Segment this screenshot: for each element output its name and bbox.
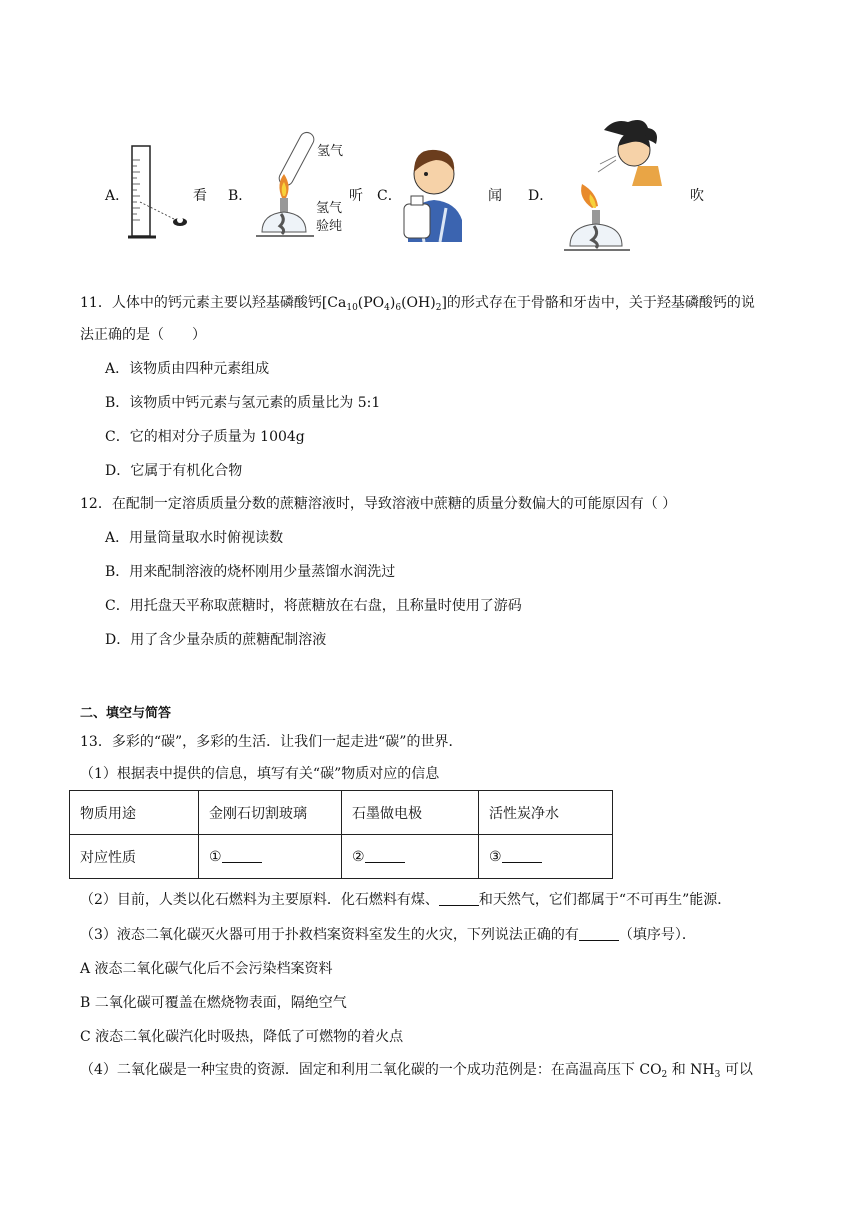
q11-stem-line1: 11．人体中的钙元素主要以羟基磷酸钙$[Ca_{10}(PO_4)_6(OH)_2]$的形式存在于骨骼和牙齿中，关于羟基磷酸钙的说	[80, 295, 755, 313]
q12-option-b: B．用来配制溶液的烧杯刚用少量蒸馏水润洗过	[105, 564, 396, 580]
q11-option-a: A．该物质由四种元素组成	[105, 361, 270, 377]
q11-option-b: B．该物质中钙元素与氢元素的质量比为 5:1	[105, 395, 381, 411]
q13-part1: （1）根据表中提供的信息，填写有关“碳”物质对应的信息	[80, 766, 440, 782]
q13-choice-c: C 液态二氧化碳汽化时吸热，降低了可燃物的着火点	[80, 1029, 404, 1045]
section-heading: 二、填空与简答	[80, 706, 172, 721]
option-b-caption: 听	[349, 188, 363, 204]
q11-option-c: C．它的相对分子质量为 1004g	[105, 429, 305, 445]
option-c-caption: 闻	[488, 188, 502, 204]
hydrogen-label-bottom-1: 氢气	[316, 201, 343, 216]
answer-blank[interactable]	[579, 926, 619, 941]
option-a-caption: 看	[193, 188, 207, 204]
q13-part4: （4）二氧化碳是一种宝贵的资源．固定和利用二氧化碳的一个成功范例是：在高温高压下 $CO_2$ 和 $NH_3$ 可以	[80, 1062, 753, 1080]
table-cell: 活性炭净水	[479, 791, 613, 835]
hydrogen-label-top: 氢气	[317, 144, 344, 159]
option-b-letter: B．	[228, 188, 253, 204]
table-cell: 物质用途	[70, 791, 199, 835]
table-cell: 石墨做电极	[342, 791, 479, 835]
q13-stem: 13．多彩的“碳”，多彩的生活．让我们一起走进“碳”的世界．	[80, 734, 463, 750]
q12-option-c: C．用托盘天平称取蔗糖时，将蔗糖放在右盘，且称量时使用了游码	[105, 598, 522, 614]
option-a-letter: A．	[105, 188, 130, 204]
q11-stem-line2: 法正确的是（ ）	[80, 327, 206, 343]
table-row	[70, 791, 613, 835]
smell-person-figure	[400, 138, 466, 242]
answer-blank[interactable]	[222, 848, 262, 863]
q11-option-d: D．它属于有机化合物	[105, 463, 243, 479]
option-d-letter: D．	[528, 188, 554, 204]
table-cell: ①	[199, 835, 342, 879]
table-cell: 金刚石切割玻璃	[199, 791, 342, 835]
table-cell: ③	[479, 835, 613, 879]
answer-blank[interactable]	[502, 848, 542, 863]
q12-stem: 12．在配制一定溶质质量分数的蔗糖溶液时，导致溶液中蔗糖的质量分数偏大的可能原因有（ ）	[80, 496, 677, 512]
table-cell: 对应性质	[70, 835, 199, 879]
option-d-caption: 吹	[690, 188, 704, 204]
q13-choice-b: B 二氧化碳可覆盖在燃烧物表面，隔绝空气	[80, 995, 347, 1011]
graduated-cylinder-figure	[126, 140, 196, 242]
q13-part2: （2）目前，人类以化石燃料为主要原料．化石燃料有煤、 和天然气，它们都属于“不可再生”能源．	[80, 892, 732, 908]
table-cell: ②	[342, 835, 479, 879]
q13-choice-a: A 液态二氧化碳气化后不会污染档案资料	[80, 961, 333, 977]
answer-blank[interactable]	[439, 891, 479, 906]
q12-option-d: D．用了含少量杂质的蔗糖配制溶液	[105, 632, 327, 648]
carbon-properties-table	[69, 790, 613, 879]
table-row	[70, 835, 613, 879]
blow-out-lamp-figure	[552, 116, 674, 272]
answer-blank[interactable]	[365, 848, 405, 863]
q13-part3: （3）液态二氧化碳灭火器可用于扑救档案资料室发生的火灾，下列说法正确的有 （填序号）．	[80, 927, 696, 943]
q12-option-a: A．用量筒量取水时俯视读数	[105, 530, 284, 546]
hydrogen-label-bottom-2: 验纯	[316, 219, 343, 234]
option-c-letter: C．	[377, 188, 402, 204]
